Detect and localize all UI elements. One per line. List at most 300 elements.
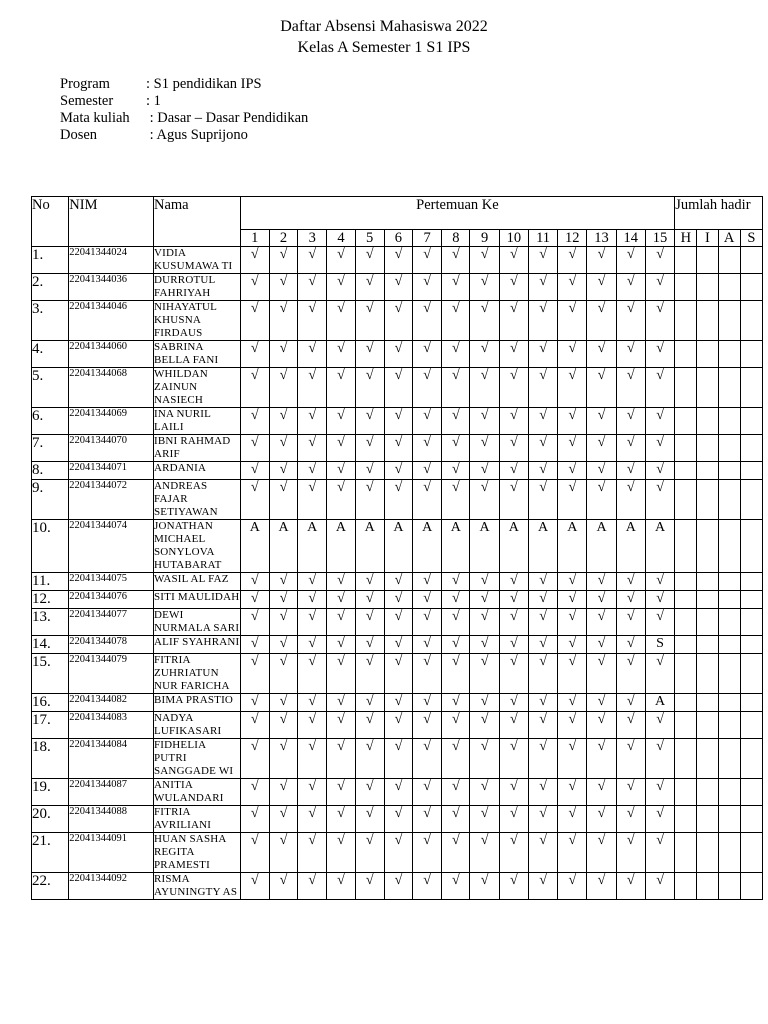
attendance-mark: √ (442, 609, 470, 636)
attendance-mark: √ (442, 591, 470, 609)
attendance-mark: √ (558, 573, 587, 591)
attendance-mark: √ (384, 873, 412, 900)
attendance-mark: √ (616, 654, 645, 694)
attendance-mark: √ (298, 480, 327, 520)
summary-cell (675, 779, 697, 806)
attendance-mark: √ (298, 247, 327, 274)
summary-cell (697, 609, 718, 636)
summary-cell (697, 873, 718, 900)
attendance-mark: √ (528, 654, 557, 694)
attendance-mark: √ (528, 408, 557, 435)
attendance-mark: √ (587, 274, 616, 301)
attendance-mark: √ (298, 301, 327, 341)
attendance-mark: √ (384, 654, 412, 694)
attendance-mark: √ (327, 609, 355, 636)
attendance-mark: √ (470, 408, 499, 435)
attendance-mark: √ (645, 247, 674, 274)
col-nim-header: NIM (69, 197, 154, 247)
summary-cell (697, 591, 718, 609)
attendance-mark: √ (327, 573, 355, 591)
attendance-mark: √ (355, 609, 384, 636)
attendance-mark: √ (240, 779, 269, 806)
attendance-mark: √ (616, 462, 645, 480)
attendance-mark: √ (355, 408, 384, 435)
attendance-mark: √ (470, 435, 499, 462)
attendance-mark: √ (558, 636, 587, 654)
meeting-number-header: 12 (558, 230, 587, 247)
student-name: HUAN SASHA REGITA PRAMESTI (153, 833, 240, 873)
attendance-mark: √ (327, 247, 355, 274)
attendance-mark: √ (413, 873, 442, 900)
summary-cell (740, 806, 762, 833)
attendance-mark: √ (355, 779, 384, 806)
attendance-mark: √ (645, 739, 674, 779)
student-name: ARDANIA (153, 462, 240, 480)
table-row (32, 694, 763, 712)
attendance-mark: √ (240, 480, 269, 520)
attendance-mark: √ (384, 806, 412, 833)
row-number: 7. (32, 435, 69, 462)
attendance-mark: √ (355, 806, 384, 833)
attendance-mark: √ (470, 462, 499, 480)
row-number: 14. (32, 636, 69, 654)
student-name: DURROTUL FAHRIYAH (153, 274, 240, 301)
summary-cell (718, 408, 740, 435)
student-nim: 22041344036 (69, 274, 154, 301)
course-info (60, 76, 308, 144)
attendance-mark: √ (470, 301, 499, 341)
summary-cell (740, 712, 762, 739)
attendance-mark: √ (616, 274, 645, 301)
attendance-mark: √ (413, 591, 442, 609)
row-number: 4. (32, 341, 69, 368)
attendance-mark: √ (645, 779, 674, 806)
attendance-mark: √ (355, 247, 384, 274)
attendance-mark: √ (442, 435, 470, 462)
attendance-mark: √ (470, 779, 499, 806)
table-row (32, 591, 763, 609)
attendance-mark: A (528, 520, 557, 573)
attendance-mark: √ (413, 779, 442, 806)
attendance-mark: √ (442, 274, 470, 301)
attendance-mark: √ (499, 654, 528, 694)
row-number: 16. (32, 694, 69, 712)
row-number: 2. (32, 274, 69, 301)
meeting-number-header: 15 (645, 230, 674, 247)
row-number: 15. (32, 654, 69, 694)
attendance-mark: √ (558, 247, 587, 274)
attendance-mark: √ (587, 408, 616, 435)
summary-cell (718, 247, 740, 274)
attendance-mark: √ (470, 247, 499, 274)
summary-cell (697, 654, 718, 694)
summary-cell (675, 654, 697, 694)
student-name: ANDREAS FAJAR SETIYAWAN (153, 480, 240, 520)
row-number: 9. (32, 480, 69, 520)
attendance-mark: √ (413, 274, 442, 301)
student-name: NADYA LUFIKASARI (153, 712, 240, 739)
row-number: 11. (32, 573, 69, 591)
row-number: 6. (32, 408, 69, 435)
attendance-table (31, 196, 763, 900)
attendance-mark: √ (587, 636, 616, 654)
info-row (60, 110, 308, 127)
attendance-mark: √ (327, 408, 355, 435)
attendance-mark: A (616, 520, 645, 573)
attendance-mark: √ (355, 301, 384, 341)
attendance-mark: √ (558, 654, 587, 694)
summary-cell (740, 274, 762, 301)
attendance-mark: √ (616, 806, 645, 833)
attendance-mark: √ (240, 591, 269, 609)
summary-cell (740, 480, 762, 520)
attendance-mark: √ (269, 573, 297, 591)
summary-cell (675, 636, 697, 654)
row-number: 19. (32, 779, 69, 806)
summary-cell (718, 341, 740, 368)
attendance-mark: √ (645, 609, 674, 636)
attendance-mark: √ (587, 694, 616, 712)
attendance-mark: √ (240, 712, 269, 739)
row-number: 8. (32, 462, 69, 480)
summary-cell (675, 694, 697, 712)
attendance-mark: A (355, 520, 384, 573)
summary-cell (675, 274, 697, 301)
student-nim: 22041344077 (69, 609, 154, 636)
attendance-mark: √ (327, 462, 355, 480)
meeting-number-header: 2 (269, 230, 297, 247)
attendance-mark: √ (413, 368, 442, 408)
attendance-mark: √ (616, 368, 645, 408)
attendance-mark: √ (355, 368, 384, 408)
col-no-header: No (32, 197, 69, 247)
row-number: 17. (32, 712, 69, 739)
row-number: 21. (32, 833, 69, 873)
student-name: WHILDAN ZAINUN NASIECH (153, 368, 240, 408)
row-number: 3. (32, 301, 69, 341)
attendance-mark: √ (470, 654, 499, 694)
attendance-mark: √ (528, 274, 557, 301)
attendance-mark: √ (269, 873, 297, 900)
summary-cell (718, 591, 740, 609)
attendance-mark: √ (327, 368, 355, 408)
attendance-mark: √ (499, 368, 528, 408)
attendance-mark: √ (499, 408, 528, 435)
attendance-mark: √ (413, 435, 442, 462)
attendance-mark: √ (413, 480, 442, 520)
meeting-number-header: 7 (413, 230, 442, 247)
student-name: FITRIA ZUHRIATUN NUR FARICHA (153, 654, 240, 694)
student-nim: 22041344087 (69, 779, 154, 806)
student-nim: 22041344071 (69, 462, 154, 480)
attendance-mark: √ (298, 408, 327, 435)
attendance-mark: √ (470, 833, 499, 873)
attendance-mark: √ (558, 833, 587, 873)
page-title: Daftar Absensi Mahasiswa 2022 (280, 18, 488, 35)
attendance-mark: √ (413, 636, 442, 654)
attendance-mark: √ (269, 435, 297, 462)
attendance-mark: √ (528, 694, 557, 712)
summary-cell (697, 833, 718, 873)
attendance-mark: √ (616, 247, 645, 274)
attendance-mark: √ (616, 636, 645, 654)
attendance-mark: √ (269, 591, 297, 609)
info-row (60, 93, 308, 110)
attendance-mark: √ (240, 573, 269, 591)
attendance-mark: √ (470, 636, 499, 654)
summary-cell (697, 520, 718, 573)
attendance-mark: √ (384, 609, 412, 636)
attendance-mark: √ (442, 654, 470, 694)
student-nim: 22041344076 (69, 591, 154, 609)
attendance-mark: √ (384, 636, 412, 654)
student-name: RISMA AYUNINGTY AS (153, 873, 240, 900)
attendance-mark: √ (269, 247, 297, 274)
attendance-mark: √ (384, 779, 412, 806)
attendance-mark: √ (558, 779, 587, 806)
summary-cell (675, 833, 697, 873)
attendance-mark: √ (442, 712, 470, 739)
attendance-mark: √ (240, 654, 269, 694)
summary-col-header: S (740, 230, 762, 247)
table-row (32, 435, 763, 462)
summary-cell (718, 636, 740, 654)
info-value: : S1 pendidikan IPS (146, 76, 262, 92)
summary-cell (740, 247, 762, 274)
attendance-mark: √ (327, 274, 355, 301)
attendance-mark: √ (528, 779, 557, 806)
attendance-mark: √ (240, 408, 269, 435)
col-nama-header: Nama (153, 197, 240, 247)
col-jumlah-header: Jumlah hadir (675, 197, 763, 230)
student-nim: 22041344083 (69, 712, 154, 739)
attendance-mark: √ (355, 636, 384, 654)
attendance-mark: √ (616, 408, 645, 435)
attendance-mark: √ (240, 609, 269, 636)
attendance-mark: √ (645, 274, 674, 301)
attendance-mark: √ (499, 609, 528, 636)
summary-cell (740, 873, 762, 900)
attendance-mark: √ (327, 739, 355, 779)
student-name: SITI MAULIDAH (153, 591, 240, 609)
attendance-mark: A (442, 520, 470, 573)
table-row (32, 520, 763, 573)
attendance-mark: √ (240, 301, 269, 341)
summary-cell (718, 480, 740, 520)
attendance-mark: √ (499, 462, 528, 480)
attendance-mark: √ (645, 873, 674, 900)
attendance-mark: √ (442, 873, 470, 900)
attendance-mark: √ (470, 739, 499, 779)
student-name: IBNI RAHMAD ARIF (153, 435, 240, 462)
attendance-mark: √ (240, 806, 269, 833)
attendance-mark: √ (413, 341, 442, 368)
attendance-mark: √ (616, 833, 645, 873)
attendance-mark: √ (298, 833, 327, 873)
table-row (32, 408, 763, 435)
attendance-mark: √ (442, 247, 470, 274)
attendance-mark: √ (355, 591, 384, 609)
attendance-mark: √ (470, 694, 499, 712)
summary-cell (675, 462, 697, 480)
summary-cell (740, 462, 762, 480)
attendance-mark: √ (327, 712, 355, 739)
attendance-mark: √ (240, 341, 269, 368)
attendance-mark: √ (645, 408, 674, 435)
attendance-mark: √ (558, 609, 587, 636)
attendance-mark: √ (587, 712, 616, 739)
student-name: VIDIA KUSUMAWA TI (153, 247, 240, 274)
attendance-mark: √ (587, 247, 616, 274)
summary-cell (718, 806, 740, 833)
row-number: 5. (32, 368, 69, 408)
attendance-mark: √ (558, 368, 587, 408)
summary-cell (697, 408, 718, 435)
attendance-mark: √ (298, 873, 327, 900)
summary-cell (697, 435, 718, 462)
attendance-mark: √ (645, 591, 674, 609)
attendance-mark: √ (470, 609, 499, 636)
summary-col-header: I (697, 230, 718, 247)
attendance-mark: √ (442, 833, 470, 873)
attendance-mark: √ (645, 368, 674, 408)
info-row (60, 127, 308, 144)
attendance-mark: √ (413, 609, 442, 636)
attendance-mark: √ (558, 694, 587, 712)
attendance-mark: √ (558, 435, 587, 462)
attendance-mark: √ (616, 591, 645, 609)
attendance-mark: √ (355, 435, 384, 462)
attendance-mark: √ (442, 341, 470, 368)
summary-cell (740, 833, 762, 873)
attendance-mark: √ (384, 573, 412, 591)
student-nim: 22041344074 (69, 520, 154, 573)
attendance-mark: √ (413, 712, 442, 739)
attendance-mark: A (587, 520, 616, 573)
attendance-mark: √ (269, 368, 297, 408)
attendance-mark: √ (269, 480, 297, 520)
attendance-mark: √ (413, 408, 442, 435)
attendance-mark: √ (384, 712, 412, 739)
attendance-mark: √ (355, 480, 384, 520)
meeting-number-header: 4 (327, 230, 355, 247)
attendance-mark: √ (587, 833, 616, 873)
attendance-mark: √ (269, 779, 297, 806)
summary-cell (740, 636, 762, 654)
attendance-mark: √ (384, 301, 412, 341)
attendance-mark: √ (499, 636, 528, 654)
student-name: JONATHAN MICHAEL SONYLOVA HUTABARAT (153, 520, 240, 573)
attendance-mark: √ (240, 833, 269, 873)
attendance-mark: √ (384, 694, 412, 712)
attendance-mark: √ (384, 480, 412, 520)
attendance-mark: √ (645, 806, 674, 833)
attendance-mark: √ (269, 806, 297, 833)
meeting-number-header: 13 (587, 230, 616, 247)
attendance-mark: √ (470, 591, 499, 609)
attendance-mark: √ (528, 739, 557, 779)
summary-cell (675, 573, 697, 591)
attendance-mark: √ (558, 274, 587, 301)
summary-cell (740, 591, 762, 609)
attendance-mark: √ (558, 408, 587, 435)
attendance-mark: √ (528, 833, 557, 873)
summary-cell (675, 520, 697, 573)
attendance-mark: √ (499, 739, 528, 779)
summary-cell (697, 712, 718, 739)
attendance-mark: √ (442, 408, 470, 435)
attendance-mark: √ (528, 873, 557, 900)
attendance-mark: √ (616, 712, 645, 739)
attendance-mark: √ (269, 712, 297, 739)
attendance-mark: √ (327, 806, 355, 833)
info-value: : Agus Suprijono (146, 127, 248, 143)
attendance-mark: √ (269, 654, 297, 694)
summary-cell (740, 609, 762, 636)
attendance-mark: √ (645, 435, 674, 462)
attendance-mark: √ (442, 806, 470, 833)
attendance-mark: √ (645, 480, 674, 520)
summary-cell (697, 480, 718, 520)
attendance-mark: √ (298, 739, 327, 779)
student-nim: 22041344082 (69, 694, 154, 712)
summary-cell (718, 274, 740, 301)
attendance-mark: √ (528, 368, 557, 408)
attendance-mark: √ (240, 435, 269, 462)
attendance-mark: √ (499, 591, 528, 609)
info-value: : 1 (146, 93, 161, 109)
attendance-mark: √ (645, 301, 674, 341)
summary-col-header: A (718, 230, 740, 247)
summary-cell (740, 573, 762, 591)
attendance-mark: √ (413, 654, 442, 694)
attendance-mark: √ (499, 779, 528, 806)
meeting-number-header: 3 (298, 230, 327, 247)
attendance-mark: √ (240, 873, 269, 900)
table-row (32, 573, 763, 591)
summary-cell (697, 341, 718, 368)
student-nim: 22041344075 (69, 573, 154, 591)
attendance-mark: √ (240, 739, 269, 779)
attendance-mark: √ (528, 462, 557, 480)
summary-cell (675, 480, 697, 520)
attendance-mark: √ (499, 573, 528, 591)
attendance-mark: √ (558, 806, 587, 833)
summary-cell (675, 873, 697, 900)
table-row (32, 654, 763, 694)
attendance-mark: √ (413, 301, 442, 341)
student-nim: 22041344046 (69, 301, 154, 341)
student-name: NIHAYATUL KHUSNA FIRDAUS (153, 301, 240, 341)
attendance-mark: √ (298, 435, 327, 462)
attendance-mark: √ (240, 636, 269, 654)
attendance-mark: √ (240, 694, 269, 712)
attendance-mark: √ (384, 462, 412, 480)
attendance-mark: √ (587, 301, 616, 341)
attendance-mark: √ (528, 301, 557, 341)
attendance-mark: √ (499, 435, 528, 462)
summary-cell (697, 274, 718, 301)
attendance-mark: √ (413, 739, 442, 779)
summary-cell (675, 247, 697, 274)
attendance-mark: √ (413, 806, 442, 833)
attendance-mark: √ (587, 368, 616, 408)
attendance-mark: A (413, 520, 442, 573)
attendance-mark: √ (413, 694, 442, 712)
summary-cell (718, 520, 740, 573)
attendance-mark: √ (645, 712, 674, 739)
attendance-mark: √ (298, 573, 327, 591)
